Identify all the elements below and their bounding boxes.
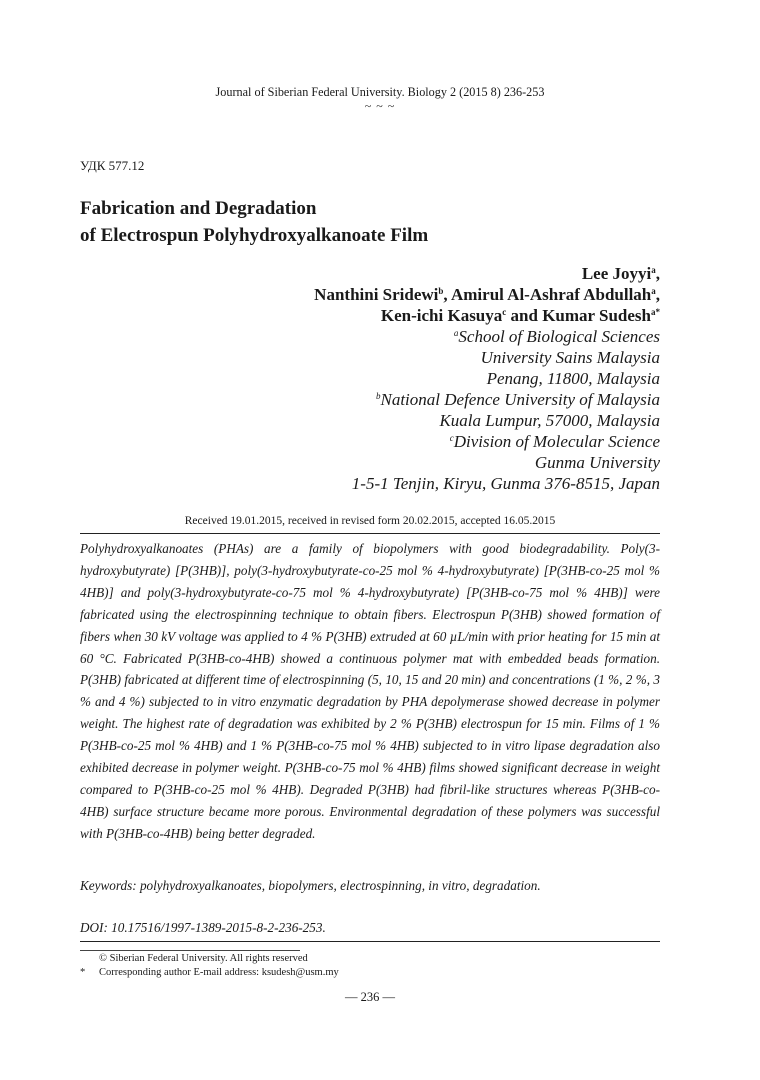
affiliation-mark: a	[651, 286, 656, 296]
affiliation-line: University Sains Malaysia	[480, 348, 660, 367]
affiliation-mark: a*	[651, 307, 660, 317]
title-line-1: Fabrication and Degradation	[80, 198, 317, 219]
article-title	[80, 195, 428, 249]
author-line-2: Nanthini Sridewi$^b$, Amirul Al-Ashraf Abdullah$^a$,	[314, 285, 660, 304]
page-number: — 236 —	[345, 990, 395, 1004]
affiliation-line: Kuala Lumpur, 57000, Malaysia	[439, 411, 660, 430]
affiliation-b: $^b$National Defence University of Malaysia	[376, 390, 660, 409]
author-name: Amirul Al-Ashraf Abdullah	[450, 285, 652, 304]
author-name: Nanthini Sridewi	[314, 285, 439, 304]
divider-top	[80, 533, 660, 534]
udk-code: УДК 577.12	[80, 158, 145, 173]
corresponding-author-note: Corresponding author E-mail address: ksudesh@usm.my	[99, 967, 339, 978]
affiliation-line: Gunma University	[534, 453, 660, 472]
journal-header: Journal of Siberian Federal University. Biology 2 (2015 8) 236-253	[215, 85, 545, 99]
received-dates: Received 19.01.2015, received in revised form 20.02.2015, accepted 16.05.2015	[184, 515, 556, 527]
footnote-rule	[80, 950, 300, 951]
divider-bottom	[80, 941, 660, 942]
author-name: Ken-ichi Kasuya	[380, 306, 503, 325]
affiliation-c: $^c$Division of Molecular Science	[449, 432, 660, 451]
keywords: Keywords: polyhydroxyalkanoates, biopolymers, electrospinning, in vitro, degradation.	[80, 878, 541, 893]
author-line-1: Lee Joyyi$^a$,	[581, 264, 660, 283]
doi: DOI: 10.17516/1997-1389-2015-8-2-236-253.	[80, 920, 326, 935]
abstract-text: Polyhydroxyalkanoates (PHAs) are a family of biopolymers with good biodegradability. Poly(3-hydroxybutyrate) [P(3HB)], poly(3-hydroxybutyrate-co-25 mol % 4-hydroxybutyrate) [P(3HB-co-25 mol % 4HB)] and poly(3-hydroxybutyrate-co-75 mol % 4-hydroxybutyrate) [P(3HB-co-75 mol % 4HB)] were fabricated using the electrospinning technique to obtain fibers. Electrospun P(3HB) showed formation of fibers when 30 kV voltage was applied to 4 % P(3HB) extruded at 60 µL/min with prior heating for 15 min at 60 °C. Fabricated P(3HB-co-4HB) showed a continuous polymer mat with embedded beads formation. P(3HB) fabricated at different time of electrospinning (5, 10, 15 and 20 min) and concentrations (1 %, 2 %, 3 % and 4 %) subjected to in vitro enzymatic degradation by PHA depolymerase showed decrease in polymer weight. The highest rate of degradation was exhibited by 2 % P(3HB) electrospun for 15 min. Films of 1 % P(3HB-co-25 mol % 4HB) and 1 % P(3HB-co-75 mol % 4HB) subjected to in vitro lipase degradation also exhibited decrease in polymer weight. P(3HB-co-75 mol % 4HB) films showed significant decrease in weight compared to P(3HB-co-25 mol % 4HB). Degraded P(3HB) had fibril-like structures whereas P(3HB-co-4HB) surface structure became more porous. Environmental degradation of these polymers was successful with P(3HB-co-4HB) being better degraded.	[80, 541, 660, 841]
affiliation-a: $^a$School of Biological Sciences	[453, 327, 660, 346]
copyright-note: © Siberian Federal University. All rights reserved	[99, 953, 308, 964]
affiliation-line: 1-5-1 Tenjin, Kiryu, Gunma 376-8515, Japan	[351, 474, 660, 493]
title-line-2: of Electrospun Polyhydroxyalkanoate Film	[80, 225, 429, 246]
author-line-3: Ken-ichi Kasuya$^c$ and Kumar Sudesh$^{a*}$	[380, 306, 660, 325]
header-ornament: ~ ~ ~	[364, 99, 396, 113]
affiliation-mark: a	[651, 265, 656, 275]
footnote-mark: *	[80, 967, 86, 978]
author-name: Lee Joyyi	[581, 264, 652, 283]
author-block	[314, 263, 660, 494]
affiliation-mark: c	[502, 307, 507, 317]
affiliation-line: Penang, 11800, Malaysia	[486, 369, 660, 388]
affiliation-mark: b	[438, 286, 444, 296]
author-name: Kumar Sudesh	[542, 306, 651, 325]
